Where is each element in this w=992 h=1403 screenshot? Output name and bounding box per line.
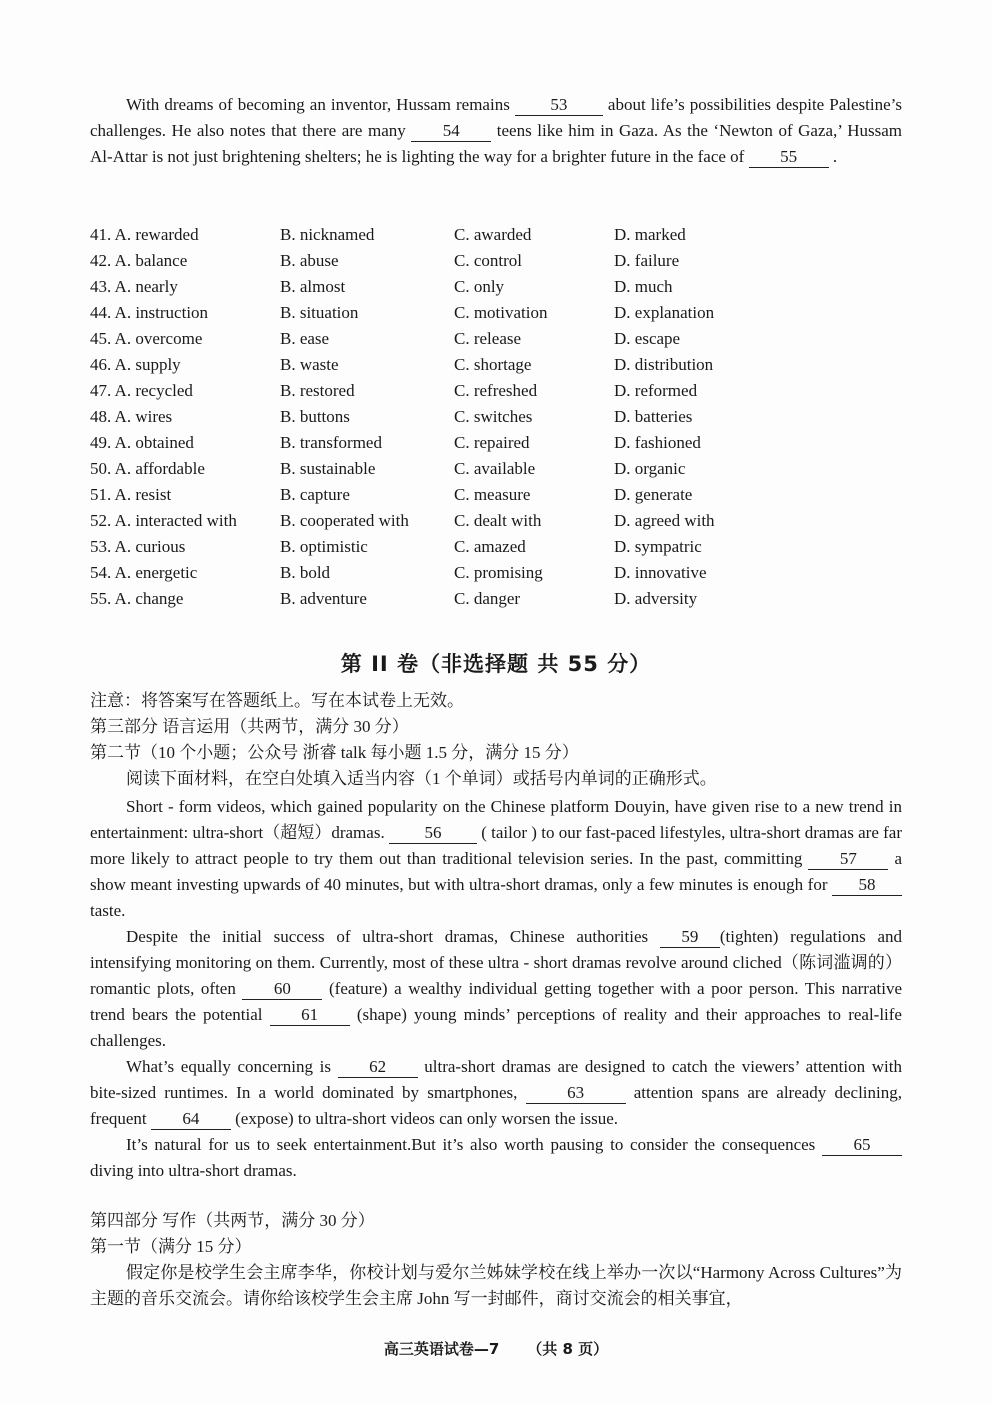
option-a: 53. A. curious xyxy=(90,537,186,556)
option-a: 50. A. affordable xyxy=(90,459,205,478)
option-c: C. repaired xyxy=(454,433,530,452)
option-d: D. adversity xyxy=(614,589,698,608)
blank-64: 64 xyxy=(151,1109,231,1130)
blank-63: 63 xyxy=(526,1083,626,1104)
option-c: C. control xyxy=(454,251,522,270)
option-row xyxy=(90,456,790,482)
passage-text: . xyxy=(828,147,838,166)
option-b: B. ease xyxy=(280,329,330,348)
option-row xyxy=(90,404,790,430)
option-b: B. nicknamed xyxy=(280,225,375,244)
option-b: B. buttons xyxy=(280,407,350,426)
option-row xyxy=(90,300,790,326)
option-b: B. capture xyxy=(280,485,350,504)
section-heading: 第二节（10 个小题；公众号 浙睿 talk 每小题 1.5 分，满分 15 分） xyxy=(90,743,579,762)
blank-58: 58 xyxy=(832,875,902,896)
option-b: B. sustainable xyxy=(280,459,376,478)
option-c: C. dealt with xyxy=(454,511,542,530)
page-footer xyxy=(0,1338,992,1359)
passage-paragraph xyxy=(90,92,902,170)
passage-text: taste. xyxy=(90,901,126,920)
passage-text: about life’s possibilities despite Palestine’s challenges. He also notes that there are many xyxy=(90,95,902,140)
option-a: 45. A. overcome xyxy=(90,329,203,348)
note-line: 注意：将答案写在答题纸上。写在本试卷上无效。 xyxy=(90,691,464,710)
blank-54: 54 xyxy=(411,121,491,142)
option-row xyxy=(90,586,790,612)
blank-65: 65 xyxy=(822,1135,902,1156)
option-c: C. promising xyxy=(454,563,543,582)
option-d: D. organic xyxy=(614,459,686,478)
blank-55: 55 xyxy=(749,147,829,168)
option-b: B. restored xyxy=(280,381,355,400)
section-title: 第 II 卷（非选择题 共 55 分） xyxy=(340,652,652,676)
footer-title: 高三英语试卷—7 xyxy=(383,1340,500,1358)
passage-text: ( tailor ) to our fast-paced lifestyles, ultra-short dramas are far more likely to attract people to try them out than traditional television series. In the past, committing xyxy=(90,823,902,868)
blank-53: 53 xyxy=(515,95,603,116)
grammar-paragraph-1 xyxy=(90,794,902,924)
blank-56: 56 xyxy=(389,823,477,844)
passage-text: teens like him in Gaza. As the ‘Newton of Gaza,’ Hussam Al-Attar is not just brightening shelters; he is lighting the way for a brighter future in the face of xyxy=(90,121,902,166)
option-b: B. adventure xyxy=(280,589,367,608)
option-d: D. escape xyxy=(614,329,681,348)
blank-61: 61 xyxy=(270,1005,350,1026)
passage-text: (expose) to ultra-short videos can only worsen the issue. xyxy=(230,1109,619,1128)
passage-text: a show meant investing upwards of 40 minutes, but with ultra-short dramas, only a few minutes is enough for xyxy=(90,849,902,894)
blank-57: 57 xyxy=(808,849,888,870)
option-a: 42. A. balance xyxy=(90,251,188,270)
option-c: C. refreshed xyxy=(454,381,538,400)
option-b: B. waste xyxy=(280,355,339,374)
options-list xyxy=(90,222,790,612)
option-c: C. shortage xyxy=(454,355,532,374)
option-row xyxy=(90,534,790,560)
option-c: C. switches xyxy=(454,407,533,426)
option-c: C. only xyxy=(454,277,505,296)
option-d: D. generate xyxy=(614,485,693,504)
passage-text: diving into ultra-short dramas. xyxy=(90,1161,297,1180)
option-d: D. much xyxy=(614,277,673,296)
option-d: D. innovative xyxy=(614,563,707,582)
passage-text: Despite the initial success of ultra-short dramas, Chinese authorities xyxy=(126,927,660,946)
instruction-line: 阅读下面材料，在空白处填入适当内容（1 个单词）或括号内单词的正确形式。 xyxy=(126,769,717,788)
option-d: D. sympatric xyxy=(614,537,702,556)
passage-text: (tighten) regulations and intensifying monitoring on them. Currently, most of these ultra - short dramas revolve around cliched（陈词滥调的）romantic plots, often xyxy=(90,927,902,998)
option-c: C. amazed xyxy=(454,537,526,556)
blank-62: 62 xyxy=(338,1057,418,1078)
option-c: C. measure xyxy=(454,485,531,504)
option-c: C. danger xyxy=(454,589,521,608)
writing-prompt: 假定你是校学生会主席李华，你校计划与爱尔兰姊妹学校在线上举办一次以“Harmony Across Cultures”为主题的音乐交流会。请你给该校学生会主席 John 写一封邮件，商讨交流会的相关事宜， xyxy=(90,1263,902,1308)
option-d: D. distribution xyxy=(614,355,714,374)
option-d: D. batteries xyxy=(614,407,693,426)
section-heading: 第一节（满分 15 分） xyxy=(90,1237,252,1256)
option-b: B. cooperated with xyxy=(280,511,409,530)
option-a: 44. A. instruction xyxy=(90,303,209,322)
option-c: C. available xyxy=(454,459,536,478)
option-d: D. fashioned xyxy=(614,433,701,452)
option-a: 54. A. energetic xyxy=(90,563,198,582)
option-c: C. awarded xyxy=(454,225,532,244)
option-row xyxy=(90,222,790,248)
option-b: B. bold xyxy=(280,563,331,582)
option-a: 49. A. obtained xyxy=(90,433,194,452)
footer-pages: （共 8 页） xyxy=(527,1340,609,1358)
option-a: 51. A. resist xyxy=(90,485,172,504)
passage-text: attention spans are already declining, frequent xyxy=(90,1083,902,1128)
option-a: 43. A. nearly xyxy=(90,277,178,296)
part-heading: 第三部分 语言运用（共两节，满分 30 分） xyxy=(90,717,409,736)
option-b: B. optimistic xyxy=(280,537,368,556)
grammar-paragraph-3 xyxy=(90,1054,902,1132)
passage-text: (shape) young minds’ perceptions of reality and their approaches to real-life challenges. xyxy=(90,1005,902,1050)
option-b: B. situation xyxy=(280,303,359,322)
option-row xyxy=(90,326,790,352)
option-d: D. agreed with xyxy=(614,511,715,530)
grammar-paragraph-2 xyxy=(90,924,902,1054)
option-row xyxy=(90,482,790,508)
passage-text: ultra-short dramas are designed to catch the viewers’ attention with bite-sized runtimes. In a world dominated by smartphones, xyxy=(90,1057,902,1102)
option-b: B. abuse xyxy=(280,251,339,270)
option-row xyxy=(90,430,790,456)
blank-60: 60 xyxy=(242,979,322,1000)
option-b: B. almost xyxy=(280,277,346,296)
option-a: 47. A. recycled xyxy=(90,381,193,400)
option-a: 52. A. interacted with xyxy=(90,511,237,530)
option-row xyxy=(90,560,790,586)
option-a: 55. A. change xyxy=(90,589,184,608)
passage-text: Short - form videos, which gained popularity on the Chinese platform Douyin, have given rise to a new trend in entertainment: ultra-short（超短）dramas. xyxy=(90,797,902,842)
option-c: C. motivation xyxy=(454,303,548,322)
option-row xyxy=(90,378,790,404)
option-row xyxy=(90,248,790,274)
passage-text: With dreams of becoming an inventor, Hussam remains xyxy=(126,95,515,114)
option-c: C. release xyxy=(454,329,522,348)
part-heading: 第四部分 写作（共两节，满分 30 分） xyxy=(90,1211,375,1230)
option-a: 46. A. supply xyxy=(90,355,181,374)
passage-text: (feature) a wealthy individual getting together with a poor person. This narrative trend bears the potential xyxy=(90,979,902,1024)
option-d: D. explanation xyxy=(614,303,715,322)
option-b: B. transformed xyxy=(280,433,382,452)
option-row xyxy=(90,508,790,534)
option-a: 41. A. rewarded xyxy=(90,225,199,244)
blank-59: 59 xyxy=(660,927,720,948)
option-d: D. marked xyxy=(614,225,686,244)
passage-text: What’s equally concerning is xyxy=(126,1057,338,1076)
option-a: 48. A. wires xyxy=(90,407,173,426)
option-row xyxy=(90,274,790,300)
option-d: D. failure xyxy=(614,251,680,270)
grammar-paragraph-4 xyxy=(90,1132,902,1184)
option-d: D. reformed xyxy=(614,381,698,400)
option-row xyxy=(90,352,790,378)
passage-text: It’s natural for us to seek entertainment.But it’s also worth pausing to consider the consequences xyxy=(126,1135,822,1154)
